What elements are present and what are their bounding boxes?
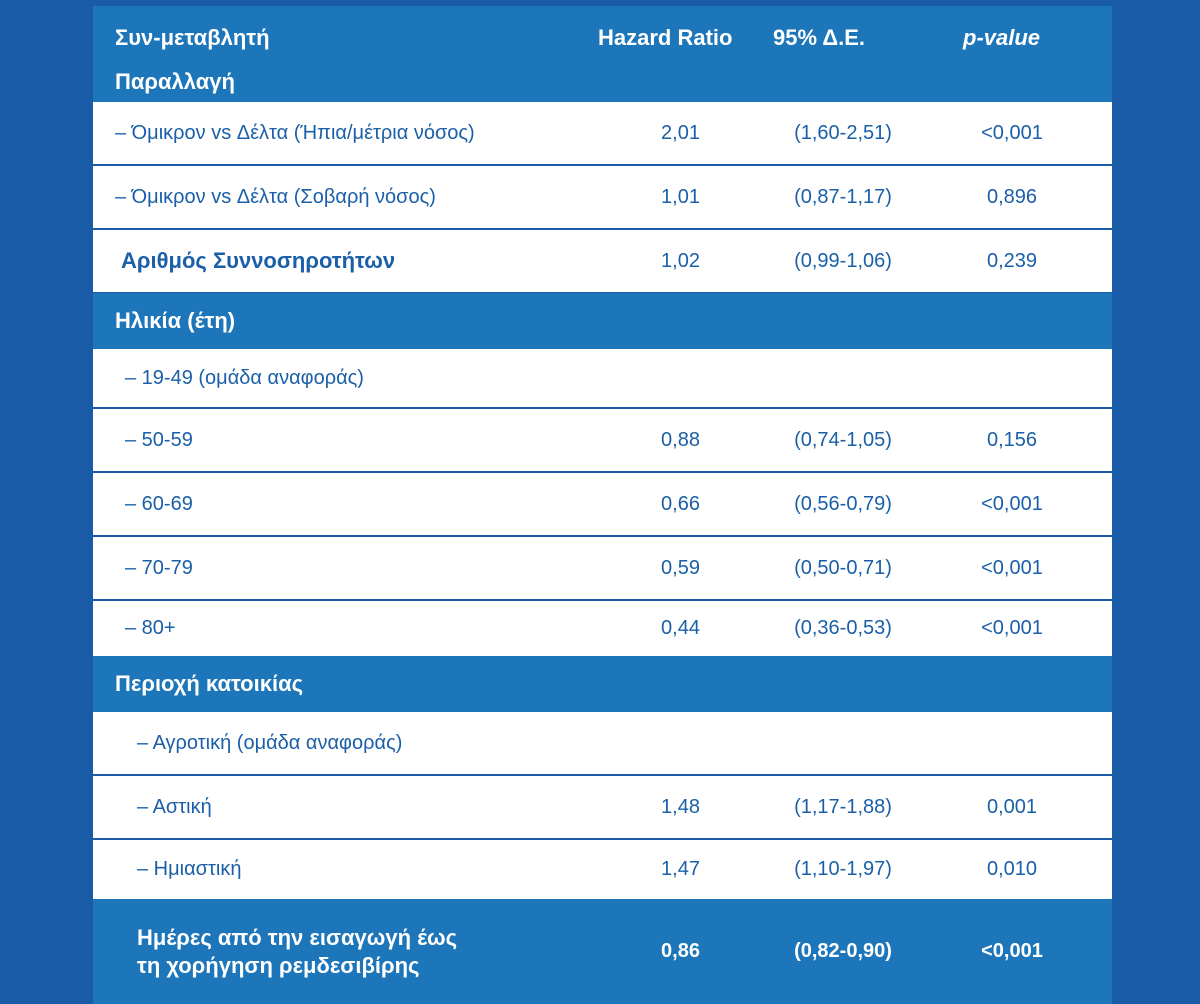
table-row-comorbidity	[93, 230, 1112, 292]
days-label-line2: τη χορήγηση ρεμδεσιβίρης	[137, 952, 420, 978]
row-label: – Όμικρον vs Δέλτα (Ήπια/μέτρια νόσος)	[115, 121, 475, 144]
row-ci: (0,82-0,90)	[794, 940, 892, 962]
row-p-value: <0,001	[981, 940, 1043, 962]
row-p-value: 0,156	[986, 428, 1038, 451]
row-ci: (1,60-2,51)	[794, 121, 892, 144]
row-ci: (0,74-1,05)	[794, 428, 892, 451]
table-row	[93, 349, 1112, 407]
table-row	[93, 840, 1112, 899]
days-label-line1: Ημέρες από την εισαγωγή έως	[137, 924, 458, 950]
table-row	[93, 166, 1112, 228]
table-row	[93, 601, 1112, 656]
row-ci: (0,99-1,06)	[794, 249, 892, 272]
row-hazard-ratio: 1,02	[661, 249, 700, 272]
table-row	[93, 776, 1112, 838]
row-hazard-ratio: 0,88	[661, 428, 700, 451]
table-row	[93, 537, 1112, 599]
table-header	[93, 6, 1112, 102]
section-residence: Περιοχή κατοικίας	[115, 671, 304, 696]
row-ci: (1,17-1,88)	[794, 795, 892, 818]
row-ci: (1,10-1,97)	[794, 858, 892, 880]
row-hazard-ratio: 1,47	[661, 858, 700, 880]
row-p-value: 0,001	[986, 795, 1038, 818]
section-variant: Παραλλαγή	[115, 69, 235, 94]
row-hazard-ratio: 1,48	[661, 795, 700, 818]
row-ci: (0,36-0,53)	[794, 617, 892, 639]
row-label: – Όμικρον vs Δέλτα (Σοβαρή νόσος)	[115, 185, 436, 208]
row-p-value: 0,896	[986, 185, 1038, 208]
row-ci: (0,56-0,79)	[794, 492, 892, 515]
row-hazard-ratio: 0,59	[661, 556, 700, 579]
row-hazard-ratio: 1,01	[661, 185, 700, 208]
section-age: Ηλικία (έτη)	[115, 308, 236, 333]
table-row-days	[93, 899, 1112, 1004]
row-label: – 60-69	[125, 492, 193, 515]
row-label-days	[137, 899, 457, 1004]
header-p-value: p-value	[963, 25, 1041, 50]
table-row	[93, 473, 1112, 535]
row-label: – 50-59	[125, 428, 193, 451]
row-hazard-ratio: 2,01	[661, 121, 700, 144]
row-label: Αριθμός Συννοσηροτήτων	[121, 248, 396, 273]
row-label: – 80+	[125, 617, 176, 639]
row-hazard-ratio: 0,44	[661, 617, 700, 639]
row-label: – Ημιαστική	[137, 858, 242, 880]
row-label: – Αγροτική (ομάδα αναφοράς)	[137, 731, 403, 754]
row-ci: (0,87-1,17)	[794, 185, 892, 208]
table-row	[93, 409, 1112, 471]
row-p-value: <0,001	[981, 617, 1043, 639]
row-label: – 70-79	[125, 556, 193, 579]
row-ci: (0,50-0,71)	[794, 556, 892, 579]
table-row	[93, 102, 1112, 164]
row-label: – 19-49 (ομάδα αναφοράς)	[125, 366, 364, 389]
header-hazard-ratio: Hazard Ratio	[598, 25, 733, 50]
header-covariate: Συν-μεταβλητή	[115, 25, 270, 50]
row-p-value: <0,001	[981, 492, 1043, 515]
row-p-value: <0,001	[981, 121, 1043, 144]
header-ci: 95% Δ.Ε.	[773, 25, 866, 50]
section-row-age	[93, 293, 1112, 349]
row-hazard-ratio: 0,86	[661, 940, 700, 962]
row-p-value: 0,010	[986, 858, 1038, 880]
row-p-value: 0,239	[986, 249, 1038, 272]
row-label: – Αστική	[137, 795, 212, 818]
row-hazard-ratio: 0,66	[661, 492, 700, 515]
section-row-residence	[93, 656, 1112, 712]
results-table	[93, 6, 1112, 1004]
table-row	[93, 712, 1112, 774]
row-p-value: <0,001	[981, 556, 1043, 579]
